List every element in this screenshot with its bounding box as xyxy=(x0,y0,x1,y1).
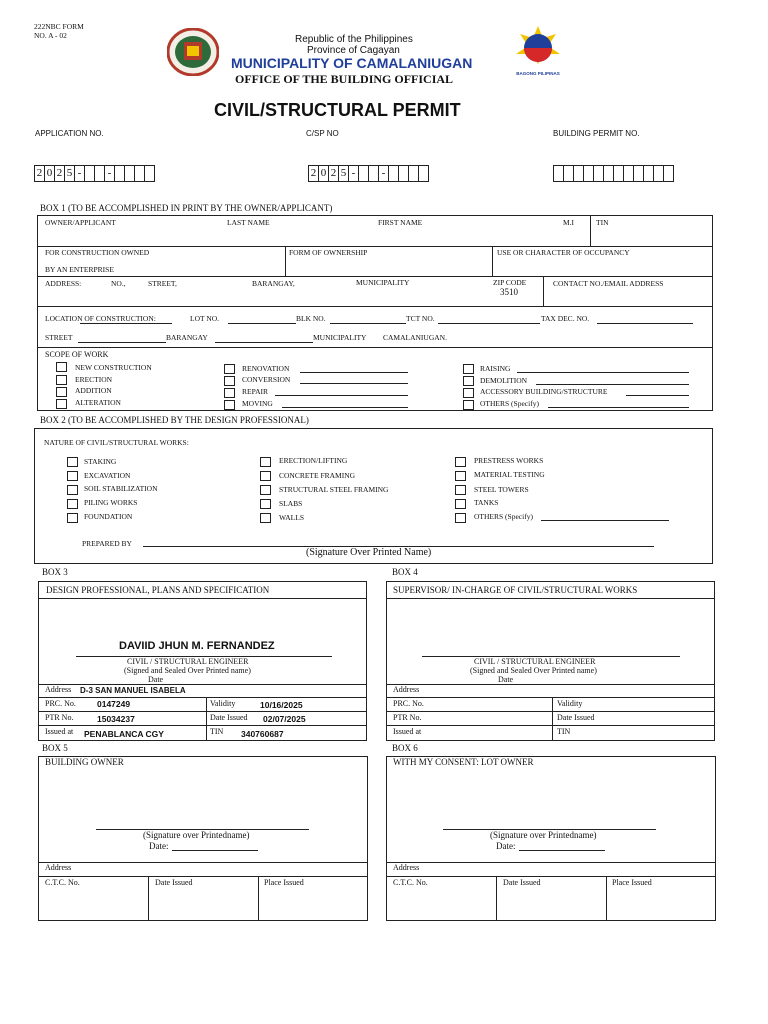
use-of-occupancy-label: USE OR CHARACTER OF OCCUPANCY xyxy=(497,248,630,257)
box3-tin-value[interactable]: 340760687 xyxy=(241,729,284,739)
divider xyxy=(38,876,368,877)
excavation-checkbox[interactable] xyxy=(67,471,78,481)
digit-box: 5 xyxy=(64,165,75,182)
box5-heading: BUILDING OWNER xyxy=(45,757,124,767)
prepared-by-label: PREPARED BY xyxy=(82,539,132,548)
digit-box: - xyxy=(74,165,85,182)
last-name-label: LAST NAME xyxy=(227,218,270,227)
digit-box xyxy=(663,165,674,182)
scope-option-label: OTHERS (Specify) xyxy=(480,399,539,408)
box3-prc-label: PRC. No. xyxy=(45,699,76,708)
application-no-field[interactable] xyxy=(34,165,154,182)
box4-date-label: Date xyxy=(498,675,514,684)
scope-option-label: RENOVATION xyxy=(242,364,290,373)
box3-role: CIVIL / STRUCTURAL ENGINEER xyxy=(127,657,249,666)
barangay-line[interactable] xyxy=(215,342,313,343)
scope-option-label: ACCESSORY BUILDING/STRUCTURE xyxy=(480,387,608,396)
digit-box: 2 xyxy=(34,165,45,182)
office-title: OFFICE OF THE BUILDING OFFICIAL xyxy=(235,72,454,86)
nature-of-works-label: NATURE OF CIVIL/STRUCTURAL WORKS: xyxy=(44,438,189,447)
demolition-line[interactable] xyxy=(536,384,689,385)
box3-address-label: Address xyxy=(45,685,72,694)
concrete-framing-checkbox[interactable] xyxy=(260,471,271,481)
box3-ptr-value[interactable]: 15034237 xyxy=(97,714,135,724)
building-permit-no-label: BUILDING PERMIT NO. xyxy=(553,129,640,138)
works-option-label: SOIL STABILIZATION xyxy=(84,484,158,493)
others-works-checkbox[interactable] xyxy=(455,513,466,523)
divider xyxy=(148,876,149,921)
box6-ctc-label: C.T.C. No. xyxy=(393,878,428,887)
municipal-seal-logo xyxy=(167,28,219,76)
municipality-title: MUNICIPALITY OF CAMALANIUGAN xyxy=(231,55,473,71)
divider xyxy=(386,684,715,685)
digit-box: 0 xyxy=(318,165,329,182)
box1-heading: BOX 1 (TO BE ACCOMPLISHED IN PRINT BY THE OWNER/APPLICANT) xyxy=(40,203,333,213)
tax-dec-line[interactable] xyxy=(597,323,693,324)
divider xyxy=(206,697,207,741)
box4-address-label: Address xyxy=(393,685,420,694)
renovation-line[interactable] xyxy=(300,372,408,373)
erection-checkbox[interactable] xyxy=(56,375,67,385)
divider xyxy=(386,876,716,877)
box6-label: BOX 6 xyxy=(392,743,418,753)
address-no-label: NO., xyxy=(111,279,126,288)
divider xyxy=(37,347,713,348)
raising-line[interactable] xyxy=(517,372,689,373)
divider xyxy=(552,697,553,741)
location-label: LOCATION OF CONSTRUCTION: xyxy=(45,314,156,323)
municipality-value: CAMALANIUGAN. xyxy=(383,333,447,342)
moving-line[interactable] xyxy=(282,407,408,408)
blk-no-line[interactable] xyxy=(330,323,406,324)
by-enterprise-label: BY AN ENTERPRISE xyxy=(45,265,114,274)
box5-label: BOX 5 xyxy=(42,743,68,753)
box6-address-label: Address xyxy=(393,863,420,872)
works-option-label: PILING WORKS xyxy=(84,498,138,507)
design-professional-name: DAVIID JHUN M. FERNANDEZ xyxy=(119,640,275,652)
conversion-line[interactable] xyxy=(300,383,408,384)
box6-heading: WITH MY CONSENT: LOT OWNER xyxy=(393,757,534,767)
box4-label: BOX 4 xyxy=(392,567,418,577)
piling-works-checkbox[interactable] xyxy=(67,499,78,509)
erection-lifting-checkbox[interactable] xyxy=(260,457,271,467)
prestress-works-checkbox[interactable] xyxy=(455,457,466,467)
divider xyxy=(590,215,591,246)
box6-date-issued-label: Date Issued xyxy=(503,878,541,887)
others-scope-line[interactable] xyxy=(548,407,689,408)
divider xyxy=(37,276,713,277)
digit-box xyxy=(418,165,429,182)
works-option-label: STEEL TOWERS xyxy=(474,485,529,494)
raising-checkbox[interactable] xyxy=(463,364,474,374)
digit-box: 2 xyxy=(328,165,339,182)
renovation-checkbox[interactable] xyxy=(224,364,235,374)
scope-option-label: ALTERATION xyxy=(75,398,121,407)
works-option-label: ERECTION/LIFTING xyxy=(279,456,348,465)
others-scope-checkbox[interactable] xyxy=(463,400,474,410)
box4-ptr-label: PTR No. xyxy=(393,713,422,722)
scope-option-label: NEW CONSTRUCTION xyxy=(75,363,152,372)
scope-option-label: CONVERSION xyxy=(242,375,291,384)
divider xyxy=(38,684,367,685)
location-line[interactable] xyxy=(80,323,172,324)
box3-date-label: Date xyxy=(148,675,164,684)
accessory-line[interactable] xyxy=(626,395,689,396)
slabs-checkbox[interactable] xyxy=(260,499,271,509)
works-option-label: EXCAVATION xyxy=(84,471,131,480)
prepared-by-caption: (Signature Over Printed Name) xyxy=(306,547,432,558)
box5-place-issued-label: Place Issued xyxy=(264,878,304,887)
divider xyxy=(543,276,544,306)
box1-frame xyxy=(37,215,713,411)
box3-issued-at-label: Issued at xyxy=(45,727,74,736)
digit-box: 0 xyxy=(44,165,55,182)
box3-prc-value[interactable]: 0147249 xyxy=(97,699,131,709)
scope-option-label: REPAIR xyxy=(242,387,268,396)
box4-signed-note: (Signed and Sealed Over Printed name) xyxy=(470,666,597,675)
divider xyxy=(38,862,368,863)
box3-address-value[interactable]: D-3 SAN MANUEL ISABELA xyxy=(80,686,186,695)
walls-checkbox[interactable] xyxy=(260,513,271,523)
works-option-label: TANKS xyxy=(474,498,499,507)
staking-checkbox[interactable] xyxy=(67,457,78,467)
box3-validity-value[interactable]: 10/16/2025 xyxy=(260,700,303,710)
address-street-label: STREET, xyxy=(148,279,177,288)
alteration-checkbox[interactable] xyxy=(56,399,67,409)
tct-no-label: TCT NO. xyxy=(406,314,435,323)
digit-box: - xyxy=(104,165,115,182)
divider xyxy=(386,598,715,599)
application-no-label: APPLICATION NO. xyxy=(35,129,104,138)
box5-signature-caption: (Signature over Printedname) xyxy=(143,830,250,840)
box3-label: BOX 3 xyxy=(42,567,68,577)
digit-box: - xyxy=(348,165,359,182)
street-line[interactable] xyxy=(78,342,166,343)
digit-box: 2 xyxy=(54,165,65,182)
form-id-line-2: NO. A - 02 xyxy=(34,31,67,40)
divider xyxy=(606,876,607,921)
divider xyxy=(38,598,367,599)
box6-place-issued-label: Place Issued xyxy=(612,878,652,887)
box3-issued-at-value[interactable]: PENABLANCA CGY xyxy=(84,729,164,739)
blk-no-label: BLK NO. xyxy=(296,314,326,323)
divider xyxy=(38,725,367,726)
box5-date-issued-label: Date Issued xyxy=(155,878,193,887)
material-testing-checkbox[interactable] xyxy=(455,471,466,481)
structural-steel-framing-checkbox[interactable] xyxy=(260,485,271,495)
others-works-line[interactable] xyxy=(541,520,669,521)
steel-towers-checkbox[interactable] xyxy=(455,485,466,495)
accessory-checkbox[interactable] xyxy=(463,388,474,398)
works-option-label: CONCRETE FRAMING xyxy=(279,471,356,480)
divider xyxy=(285,246,286,276)
street-label: STREET xyxy=(45,333,73,342)
lot-no-label: LOT NO. xyxy=(190,314,220,323)
tax-dec-label: TAX DEC. NO. xyxy=(541,314,590,323)
box4-tin-label: TIN xyxy=(557,727,571,736)
works-option-label: FOUNDATION xyxy=(84,512,133,521)
scope-heading: SCOPE OF WORK xyxy=(45,350,109,359)
municipality-label: MUNICIPALITY xyxy=(313,333,367,342)
scope-option-label: RAISING xyxy=(480,364,511,373)
scope-option-label: ERECTION xyxy=(75,375,113,384)
divider xyxy=(37,246,713,247)
divider xyxy=(386,725,715,726)
digit-box: 2 xyxy=(308,165,319,182)
works-option-label: STRUCTURAL STEEL FRAMING xyxy=(279,485,389,494)
address-barangay-label: BARANGAY, xyxy=(252,279,295,288)
repair-checkbox[interactable] xyxy=(224,388,235,398)
box6-date-line[interactable] xyxy=(519,850,605,851)
divider xyxy=(386,862,716,863)
divider xyxy=(492,246,493,276)
address-municipality-label: MUNICIPALITY xyxy=(356,278,410,287)
box6-date-label: Date: xyxy=(496,841,516,851)
divider xyxy=(37,306,713,307)
building-permit-no-field[interactable] xyxy=(553,165,673,182)
box2-heading: BOX 2 (TO BE ACCOMPLISHED BY THE DESIGN PROFESSIONAL) xyxy=(40,415,309,425)
box4-role: CIVIL / STRUCTURAL ENGINEER xyxy=(474,657,596,666)
form-of-ownership-label: FORM OF OWNERSHIP xyxy=(289,248,368,257)
works-option-label: OTHERS (Specify) xyxy=(474,512,533,521)
divider xyxy=(386,697,715,698)
box4-issued-at-label: Issued at xyxy=(393,727,422,736)
scope-option-label: MOVING xyxy=(242,399,273,408)
box6-signature-caption: (Signature over Printedname) xyxy=(490,830,597,840)
divider xyxy=(38,711,367,712)
contact-label: CONTACT NO./EMAIL ADDRESS xyxy=(553,279,664,288)
csp-no-label: C/SP NO xyxy=(306,129,339,138)
soil-stabilization-checkbox[interactable] xyxy=(67,485,78,495)
lot-no-line[interactable] xyxy=(228,323,296,324)
repair-line[interactable] xyxy=(275,395,408,396)
box3-ptr-label: PTR No. xyxy=(45,713,74,722)
scope-option-label: DEMOLITION xyxy=(480,376,528,385)
works-option-label: SLABS xyxy=(279,499,303,508)
moving-checkbox[interactable] xyxy=(224,400,235,410)
tct-no-line[interactable] xyxy=(438,323,540,324)
box5-address-label: Address xyxy=(45,863,72,872)
republic-text: Republic of the Philippines xyxy=(295,34,413,45)
scope-option-label: ADDITION xyxy=(75,386,112,395)
box5-ctc-label: C.T.C. No. xyxy=(45,878,80,887)
works-option-label: STAKING xyxy=(84,457,117,466)
divider xyxy=(38,697,367,698)
province-text: Province of Cagayan xyxy=(307,45,400,56)
page-title: CIVIL/STRUCTURAL PERMIT xyxy=(214,100,461,120)
box4-date-issued-label: Date Issued xyxy=(557,713,595,722)
tanks-checkbox[interactable] xyxy=(455,499,466,509)
csp-no-field[interactable] xyxy=(308,165,428,182)
box4-validity-label: Validity xyxy=(557,699,583,708)
mi-label: M.I xyxy=(563,218,575,227)
address-label: ADDRESS: xyxy=(45,279,82,288)
box3-heading: DESIGN PROFESSIONAL, PLANS AND SPECIFICATION xyxy=(46,585,270,595)
form-id-line-1: 222NBC FORM xyxy=(34,22,84,31)
barangay-label: BARANGAY xyxy=(166,333,208,342)
conversion-checkbox[interactable] xyxy=(224,376,235,386)
box5-date-line[interactable] xyxy=(172,850,258,851)
works-option-label: MATERIAL TESTING xyxy=(474,470,545,479)
logo-caption: BAGONG PILIPINAS xyxy=(516,71,560,76)
zip-code-value[interactable]: 3510 xyxy=(500,287,518,297)
box4-heading: SUPERVISOR/ IN-CHARGE OF CIVIL/STRUCTURAL WORKS xyxy=(393,585,638,595)
owner-applicant-label: OWNER/APPLICANT xyxy=(45,218,116,227)
box3-validity-label: Validity xyxy=(210,699,236,708)
works-option-label: PRESTRESS WORKS xyxy=(474,456,544,465)
divider xyxy=(386,711,715,712)
works-option-label: WALLS xyxy=(279,513,304,522)
box3-tin-label: TIN xyxy=(210,727,224,736)
new-construction-checkbox[interactable] xyxy=(56,362,67,372)
foundation-checkbox[interactable] xyxy=(67,513,78,523)
demolition-checkbox[interactable] xyxy=(463,376,474,386)
box3-signed-note: (Signed and Sealed Over Printed name) xyxy=(124,666,251,675)
bagong-pilipinas-logo xyxy=(510,24,566,74)
divider xyxy=(258,876,259,921)
box3-date-issued-value[interactable]: 02/07/2025 xyxy=(263,714,306,724)
zip-code-label: ZIP CODE xyxy=(493,278,527,287)
construction-owned-label: FOR CONSTRUCTION OWNED xyxy=(45,248,150,257)
digit-box xyxy=(144,165,155,182)
tin-label: TIN xyxy=(596,218,609,227)
box3-date-issued-label: Date Issued xyxy=(210,713,248,722)
divider xyxy=(496,876,497,921)
box4-prc-label: PRC. No. xyxy=(393,699,424,708)
addition-checkbox[interactable] xyxy=(56,387,67,397)
box2-frame xyxy=(34,428,713,564)
digit-box: 5 xyxy=(338,165,349,182)
box5-date-label: Date: xyxy=(149,841,169,851)
first-name-label: FIRST NAME xyxy=(378,218,423,227)
digit-box: - xyxy=(378,165,389,182)
